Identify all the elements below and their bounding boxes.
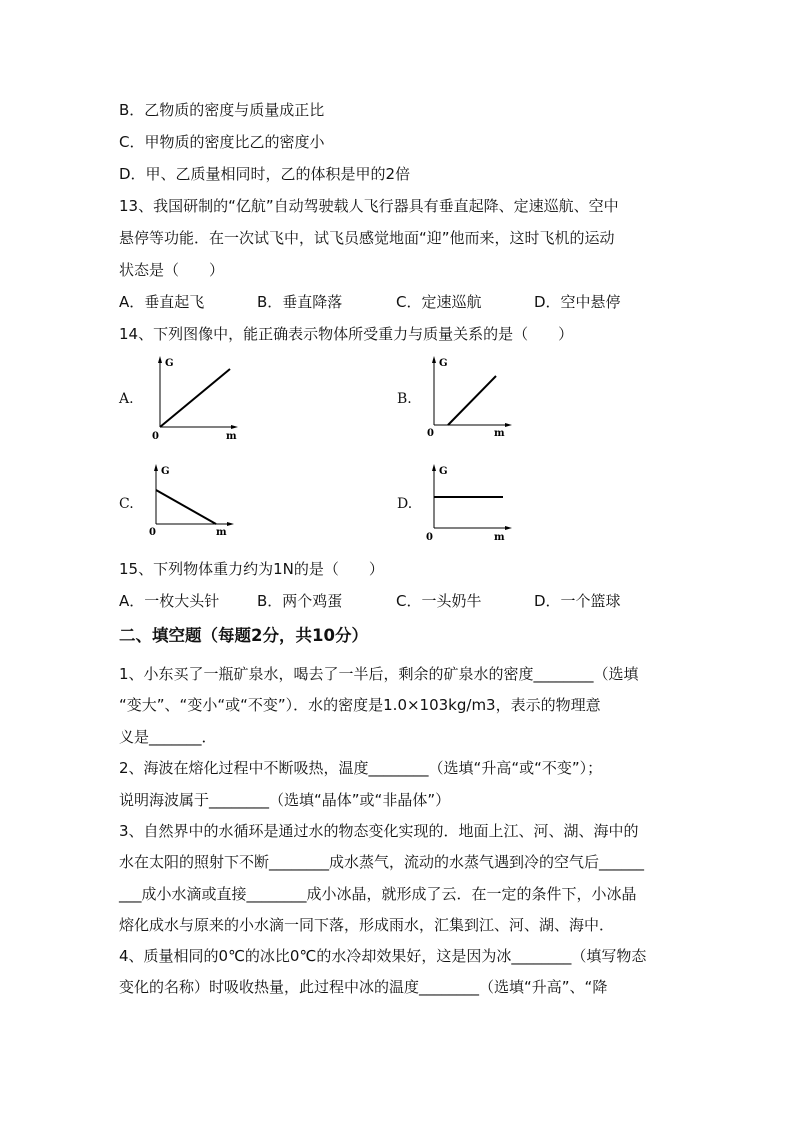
q15-text: 15、下列物体重力约为1N的是（ ） (119, 560, 384, 578)
graph-a-origin: 0 (152, 431, 159, 442)
q13-option-b: B．垂直降落 (257, 293, 343, 311)
q12-option-b: B．乙物质的密度与质量成正比 (119, 101, 325, 119)
graph-b-x-label: m (494, 428, 505, 439)
q13-text-line-3: 状态是（ ） (119, 261, 225, 279)
fill-2-line-2: 说明海波属于________（选填“晶体”或“非晶体”） (119, 791, 451, 809)
graph-b-x-arrow (505, 423, 512, 427)
graph-c (146, 460, 246, 550)
graph-c-x-label: m (216, 527, 227, 538)
q12-option-d: D．甲、乙质量相同时，乙的体积是甲的2倍 (119, 165, 411, 183)
q15-option-d: D．一个篮球 (534, 592, 621, 610)
graph-d-label: D. (397, 496, 413, 512)
graph-d-y-arrow (432, 464, 436, 471)
graph-b-y-arrow (432, 356, 436, 363)
fill-3-line-2: 水在太阳的照射下不断________成水蒸气，流动的水蒸气遇到冷的空气后______ (119, 853, 645, 871)
graph-d-x-label: m (494, 532, 505, 543)
graph-a-line (160, 369, 230, 427)
graph-b-y-label: G (439, 358, 448, 369)
graph-c-line (156, 490, 216, 524)
q13-text-line-2: 悬停等功能．在一次试飞中，试飞员感觉地面“迎”他而来，这时飞机的运动 (119, 229, 615, 247)
graph-b-label: B. (397, 391, 412, 407)
graph-d-x-arrow (505, 526, 512, 530)
fill-4-line-2: 变化的名称）时吸收热量，此过程中冰的温度________（选填“升高”、“降 (119, 978, 608, 996)
q15-option-c: C．一头奶牛 (396, 592, 482, 610)
fill-3-line-4: 熔化成水与原来的小水滴一同下落，形成雨水，汇集到江、河、湖、海中． (119, 916, 615, 934)
fill-4-line-1: 4、质量相同的0℃的冰比0℃的水冷却效果好，这是因为冰________（填写物态 (119, 947, 647, 965)
fill-1-line-3: 义是_______． (119, 728, 217, 746)
graph-d-y-label: G (439, 466, 448, 477)
graph-a-label: A. (119, 391, 134, 407)
graph-b (424, 352, 524, 444)
section-heading-fill-in: 二、填空题（每题2分，共10分） (119, 626, 368, 645)
q12-option-c: C．甲物质的密度比乙的密度小 (119, 133, 325, 151)
graph-c-x-arrow (227, 522, 234, 526)
q13-option-d: D．空中悬停 (534, 293, 621, 311)
q14-text: 14、下列图像中，能正确表示物体所受重力与质量关系的是（ ） (119, 325, 574, 343)
graph-c-y-label: G (161, 466, 170, 477)
fill-1-line-1: 1、小东买了一瓶矿泉水，喝去了一半后，剩余的矿泉水的密度________（选填 (119, 665, 639, 683)
graph-d-origin: 0 (426, 532, 433, 543)
graph-a (150, 352, 250, 444)
fill-3-line-3: ___成小水滴或直接________成小冰晶，就形成了云．在一定的条件下，小冰晶 (119, 885, 637, 903)
graph-a-y-arrow (158, 356, 162, 363)
q13-option-a: A．垂直起飞 (119, 293, 205, 311)
graph-a-x-label: m (226, 431, 237, 442)
fill-1-line-2: “变大”、“变小“或“不变”）．水的密度是1.0×103kg/m3，表示的物理意 (119, 696, 601, 714)
fill-3-line-1: 3、自然界中的水循环是通过水的物态变化实现的．地面上江、河、湖、海中的 (119, 822, 639, 840)
graph-c-origin: 0 (149, 527, 156, 538)
q15-option-b: B．两个鸡蛋 (257, 592, 343, 610)
q15-option-a: A．一枚大头针 (119, 592, 220, 610)
fill-2-line-1: 2、海波在熔化过程中不断吸热，温度________（选填“升高“或“不变”）； (119, 759, 603, 777)
graph-d (424, 460, 524, 550)
q13-text-line-1: 13、我国研制的“亿航”自动驾驶载人飞行器具有垂直起降、定速巡航、空中 (119, 197, 619, 215)
q13-option-c: C．定速巡航 (396, 293, 482, 311)
graph-c-label: C. (119, 496, 134, 512)
graph-c-y-arrow (154, 464, 158, 471)
graph-b-line (448, 376, 496, 425)
graph-a-y-label: G (165, 358, 174, 369)
graph-b-origin: 0 (427, 428, 434, 439)
graph-a-x-arrow (231, 425, 238, 429)
